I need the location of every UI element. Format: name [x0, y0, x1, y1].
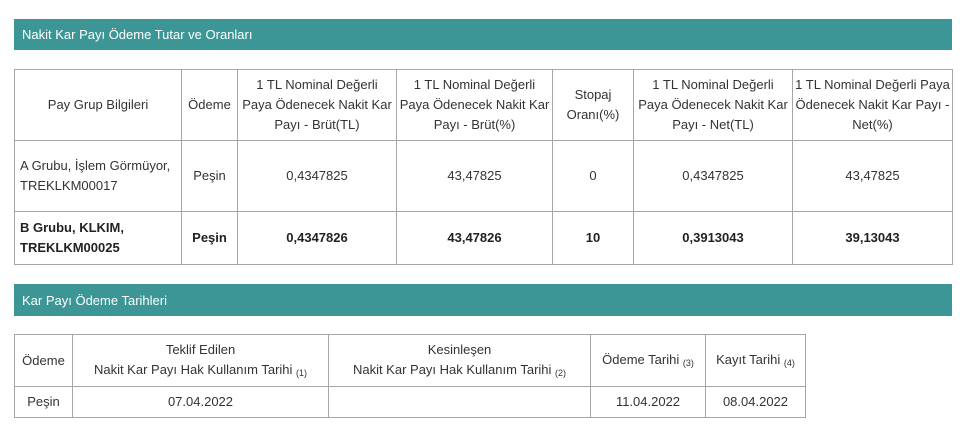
table-cell: 10: [553, 212, 634, 265]
table-cell: [329, 387, 591, 418]
table-cell: 0,4347825: [634, 141, 793, 212]
table-row: [15, 141, 953, 212]
section-title: Nakit Kar Payı Ödeme Tutar ve Oranları: [22, 27, 253, 42]
column-header: Kayıt Tarihi $^{(4)}$: [706, 335, 806, 387]
section-header-payment-amounts: [14, 19, 952, 50]
table-cell: 07.04.2022: [73, 387, 329, 418]
column-header: Stopaj Oranı(%): [553, 70, 634, 141]
table-cell: 43,47826: [397, 212, 553, 265]
table-cell: 08.04.2022: [706, 387, 806, 418]
section-header-payment-dates: [14, 284, 952, 316]
table-cell: Peşin: [182, 141, 238, 212]
footnote-ref: (3): [682, 358, 694, 368]
header-line: Kesinleşen: [427, 342, 492, 357]
share-group-cell: A Grubu, İşlem Görmüyor, TREKLKM00017: [15, 141, 182, 212]
column-header: [329, 335, 591, 387]
column-header: 1 TL Nominal Değerli Paya Ödenecek Nakit Kar Payı - Brüt(TL): [238, 70, 397, 141]
table-cell: 11.04.2022: [591, 387, 706, 418]
table-row: [15, 212, 953, 265]
table-cell: 43,47825: [397, 141, 553, 212]
section-title: Kar Payı Ödeme Tarihleri: [22, 292, 167, 308]
table-cell: 39,13043: [793, 212, 953, 265]
table-row: [15, 387, 806, 418]
column-header: 1 TL Nominal Değerli Paya Ödenecek Nakit Kar Payı - Net(%): [793, 70, 953, 141]
header-line: Nakit Kar Payı Hak Kullanım Tarihi $^{(2)}$: [352, 362, 567, 378]
payment-amounts-table: [14, 69, 953, 265]
table-cell: 0: [553, 141, 634, 212]
table-cell: 0,4347825: [238, 141, 397, 212]
header-line: Teklif Edilen: [165, 342, 236, 357]
footnote-ref: (1): [296, 368, 308, 378]
column-header: Ödeme: [182, 70, 238, 141]
share-group-cell: B Grubu, KLKIM, TREKLKM00025: [15, 212, 182, 265]
table-header-row: [15, 70, 953, 141]
column-header: 1 TL Nominal Değerli Paya Ödenecek Nakit Kar Payı - Brüt(%): [397, 70, 553, 141]
column-header: Pay Grup Bilgileri: [15, 70, 182, 141]
header-line: Nakit Kar Payı Hak Kullanım Tarihi $^{(1)}$: [93, 362, 308, 378]
table-cell: Peşin: [182, 212, 238, 265]
column-header: Ödeme: [15, 335, 73, 387]
table-cell: 0,4347826: [238, 212, 397, 265]
footnote-ref: (2): [555, 368, 567, 378]
payment-dates-table: [14, 334, 806, 418]
table-header-row: [15, 335, 806, 387]
column-header: [73, 335, 329, 387]
table-cell: 0,3913043: [634, 212, 793, 265]
table-cell: 43,47825: [793, 141, 953, 212]
footnote-ref: (4): [783, 358, 795, 368]
table-cell: Peşin: [15, 387, 73, 418]
column-header: 1 TL Nominal Değerli Paya Ödenecek Nakit Kar Payı - Net(TL): [634, 70, 793, 141]
column-header: Ödeme Tarihi $^{(3)}$: [591, 335, 706, 387]
